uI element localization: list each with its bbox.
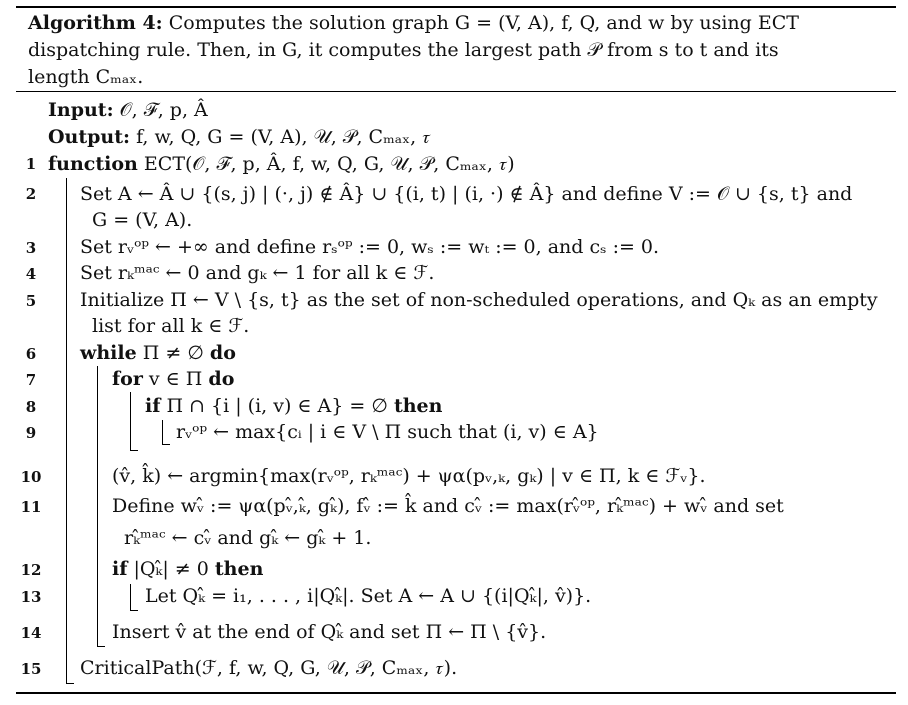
keyword-if: if <box>145 395 161 417</box>
line-number-6: 6 <box>25 345 37 363</box>
line-number-3: 3 <box>25 239 37 257</box>
algo-line-6 <box>80 341 236 365</box>
line-number-9: 9 <box>25 424 37 442</box>
keyword-then: then <box>214 558 264 580</box>
line-number-15: 15 <box>20 660 42 678</box>
keyword-do: do <box>208 368 235 390</box>
algo-line-13: Let Qₖ̂ = i₁, . . . , i|Qₖ̂|. Set A ← A ∪ {(i|Qₖ̂|, v̂)}. <box>145 585 592 607</box>
keyword-then: then <box>393 395 443 417</box>
if-block-rule <box>162 420 163 444</box>
algo-line-1 <box>48 152 515 176</box>
caption-line-3: length Cₘₐₓ. <box>28 66 144 88</box>
line-number-14: 14 <box>20 624 42 642</box>
algo-line-11-cont: rₖ̂ᵐᵃᶜ ← cᵥ̂ and gₖ̂ ← gₖ̂ + 1. <box>124 527 372 549</box>
for-block-foot <box>130 450 138 451</box>
output-label: Output: <box>48 126 131 148</box>
algo-line-5: Initialize Π ← V \ {s, t} as the set of non-scheduled operations, and Qₖ as an empty <box>80 289 878 311</box>
for-block-rule <box>130 392 131 450</box>
line-number-7: 7 <box>25 371 37 389</box>
output-row <box>48 125 430 149</box>
output-value: f, w, Q, G = (V, A), 𝒰, 𝒫, Cₘₐₓ, 𝜏 <box>136 126 431 148</box>
caption-rule <box>16 91 896 92</box>
if-condition: |Qₖ̂| ≠ 0 <box>133 558 209 580</box>
algo-line-10: (v̂, k̂) ← argmin{max(rᵥᵒᵖ, rₖᵐᵃᶜ) + ψα(pᵥ,ₖ, gₖ) | v ∈ Π, k ∈ ℱᵥ}. <box>112 465 706 487</box>
algo-line-9: rᵥᵒᵖ ← max{cᵢ | i ∈ V \ Π such that (i, v) ∈ A} <box>176 421 599 443</box>
algo-line-15: CriticalPath(ℱ, f, w, Q, G, 𝒰, 𝒫, Cₘₐₓ, 𝜏). <box>80 657 458 679</box>
keyword-while: while <box>80 342 137 364</box>
line-number-10: 10 <box>20 468 42 486</box>
algo-line-7 <box>112 367 234 391</box>
algo-line-4: Set rₖᵐᵃᶜ ← 0 and gₖ ← 1 for all k ∈ ℱ. <box>80 262 435 284</box>
algo-line-2: Set A ← Â ∪ {(s, j) | (·, j) ∉ Â} ∪ {(i, t) | (i, ·) ∉ Â} and define V := 𝒪 ∪ {s, t} and <box>80 183 853 205</box>
algorithm-caption <box>28 10 883 91</box>
line-number-4: 4 <box>25 265 37 283</box>
bottom-rule <box>16 692 896 694</box>
line-number-11: 11 <box>20 498 42 516</box>
line-number-5: 5 <box>25 292 37 310</box>
algo-line-3: Set rᵥᵒᵖ ← +∞ and define rₛᵒᵖ := 0, wₛ := wₜ := 0, and cₛ := 0. <box>80 236 660 258</box>
function-signature: ECT(𝒪, ℱ, p, Â, f, w, Q, G, 𝒰, 𝒫, Cₘₐₓ, 𝜏) <box>143 153 515 175</box>
keyword-if: if <box>112 558 128 580</box>
keyword-function: function <box>48 153 138 175</box>
line-number-2: 2 <box>25 185 37 203</box>
caption-line-2: dispatching rule. Then, in G, it computes the largest path 𝒫 from s to t and its <box>28 39 779 61</box>
algo-line-8 <box>145 394 442 418</box>
input-row <box>48 98 208 122</box>
input-label: Input: <box>48 99 114 121</box>
if-block-foot <box>162 444 170 445</box>
algorithm-label: Algorithm 4: <box>28 12 163 34</box>
algo-line-14: Insert v̂ at the end of Qₖ̂ and set Π ← Π \ {v̂}. <box>112 621 547 643</box>
function-block-foot <box>66 683 74 684</box>
algo-line-12 <box>112 557 263 581</box>
caption-text-1: Computes the solution graph G = (V, A), f, Q, and w by using ECT <box>168 12 799 34</box>
while-condition: Π ≠ ∅ <box>142 342 204 364</box>
line-number-12: 12 <box>20 561 42 579</box>
while-block-rule <box>97 366 98 646</box>
if2-block-foot <box>130 610 138 611</box>
caption-line-1 <box>28 10 883 37</box>
algo-line-5-cont: list for all k ∈ ℱ. <box>92 315 250 337</box>
keyword-do: do <box>209 342 236 364</box>
algo-line-2-cont: G = (V, A). <box>92 209 193 231</box>
if2-block-rule <box>130 584 131 610</box>
keyword-for: for <box>112 368 143 390</box>
function-block-rule <box>66 178 67 683</box>
if-condition: Π ∩ {i | (i, v) ∈ A} = ∅ <box>166 395 388 417</box>
line-number-13: 13 <box>20 588 42 606</box>
algo-line-11: Define wᵥ̂ := ψα(pᵥ̂,ₖ̂, gₖ̂), fᵥ̂ := k̂ and cᵥ̂ := max(rᵥ̂ᵒᵖ, rₖ̂ᵐᵃᶜ) + wᵥ̂ and set <box>112 495 784 517</box>
input-value: 𝒪, ℱ, p, Â <box>119 99 208 121</box>
line-number-1: 1 <box>25 155 37 173</box>
line-number-8: 8 <box>25 398 37 416</box>
for-condition: v ∈ Π <box>148 368 203 390</box>
top-rule <box>16 6 896 8</box>
while-block-foot <box>97 646 105 647</box>
